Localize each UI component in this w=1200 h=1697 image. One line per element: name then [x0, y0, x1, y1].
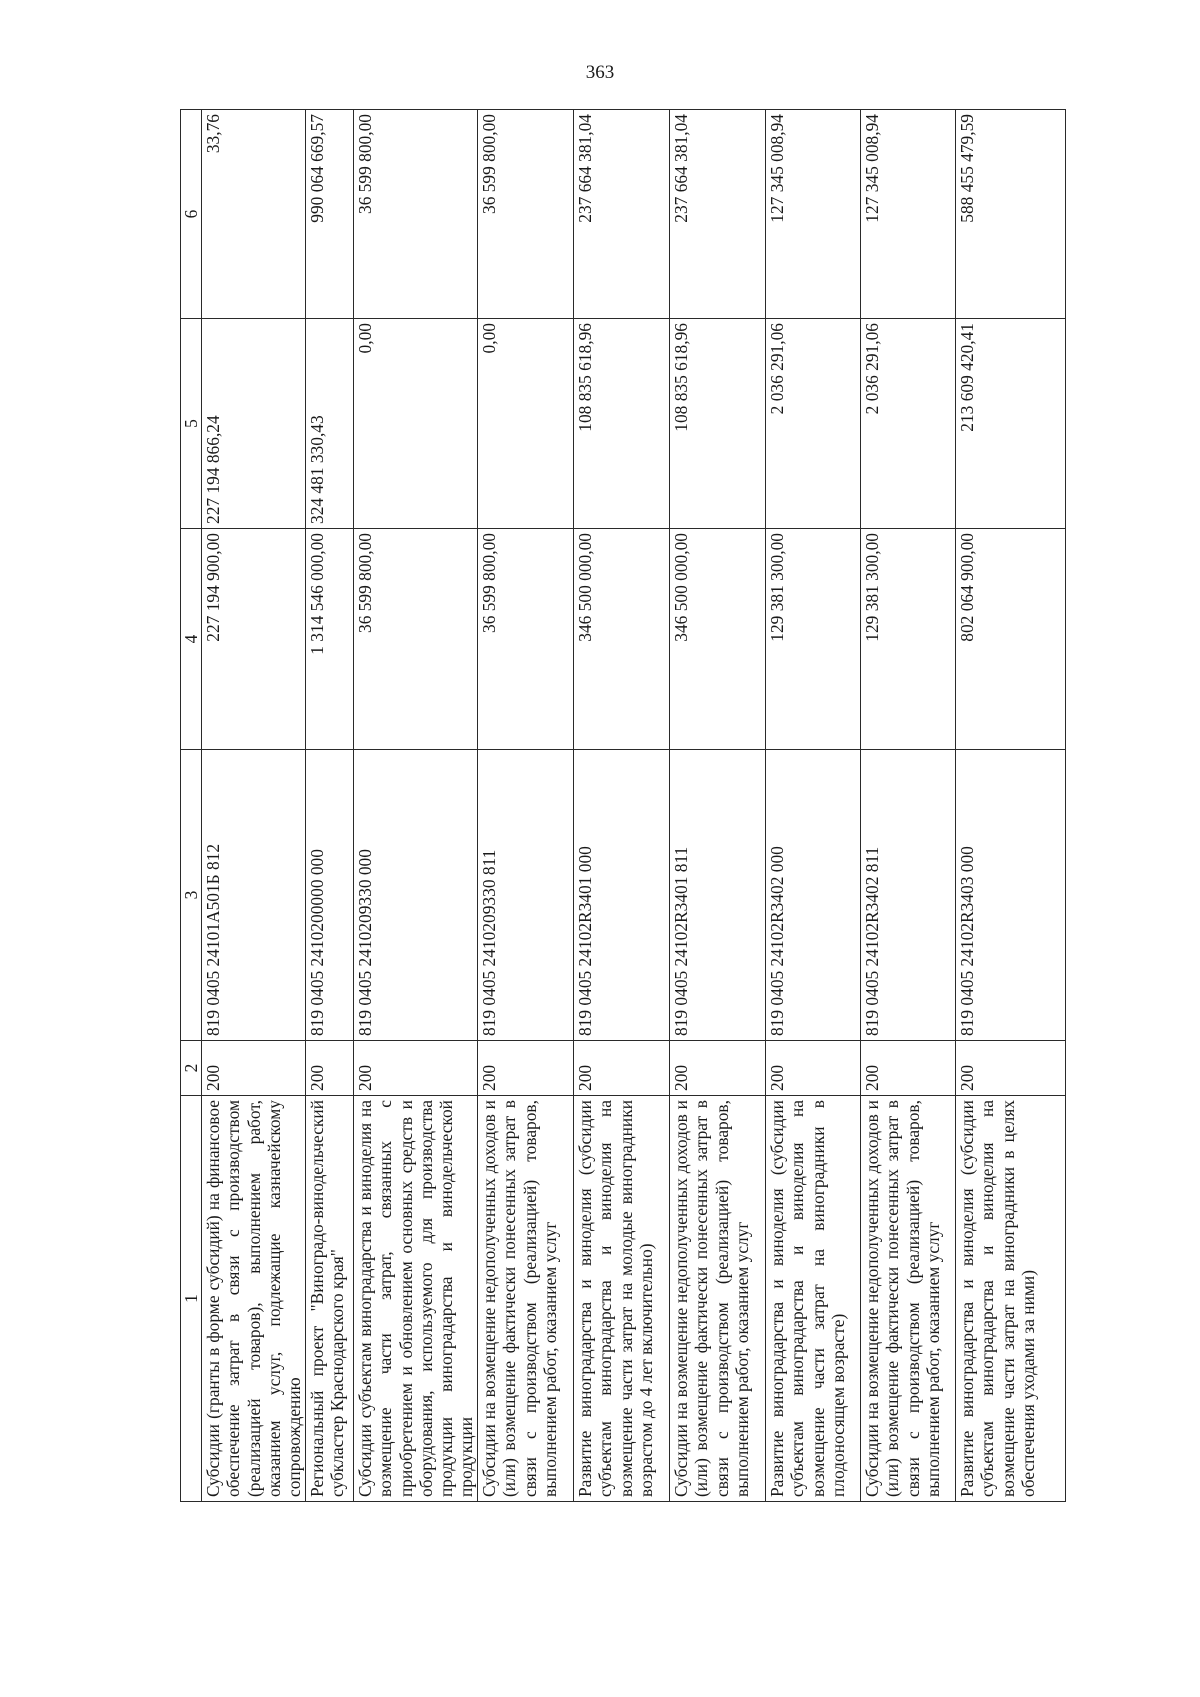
row-kbk: 819 0405 24101А501Б 812: [202, 750, 306, 1041]
row-remainder: 237 664 381,04: [670, 110, 766, 319]
row-plan: 1 314 546 000,00: [306, 529, 354, 750]
row-remainder: 237 664 381,04: [574, 110, 670, 319]
row-fact: 0,00: [478, 319, 574, 529]
row-plan: 802 064 900,00: [956, 529, 1066, 750]
row-name: Субсидии на возмещение недополученных доходов и (или) возмещение фактически понесенных затрат в связи с производством (реализацией) товаров, выполнением работ, оказанием услуг: [670, 1096, 766, 1502]
table-row: [574, 110, 670, 1502]
row-plan: 346 500 000,00: [670, 529, 766, 750]
column-header-3: 3: [181, 750, 202, 1041]
row-kbk: 819 0405 24102R3402 000: [766, 750, 861, 1041]
table-row: [861, 110, 956, 1502]
table-row: [766, 110, 861, 1502]
row-fact: 108 835 618,96: [670, 319, 766, 529]
row-code: 200: [956, 1041, 1066, 1096]
row-fact: 227 194 866,24: [202, 319, 306, 529]
row-remainder: 127 345 008,94: [861, 110, 956, 319]
row-remainder: 36 599 800,00: [478, 110, 574, 319]
row-name: Развитие виноградарства и виноделия (субсидии субъектам виноградарства и виноделия на возмещение части затрат на виноградники в плодоносящем возрасте): [766, 1096, 861, 1502]
row-code: 200: [766, 1041, 861, 1096]
row-remainder: 36 599 800,00: [354, 110, 478, 319]
row-code: 200: [670, 1041, 766, 1096]
row-kbk: 819 0405 2410209330 811: [478, 750, 574, 1041]
row-remainder: 33,76: [202, 110, 306, 319]
row-name: Субсидии (гранты в форме субсидий) на финансовое обеспечение затрат в связи с производством (реализацией товаров), выполнением работ, оказанием услуг, подлежащие казначейскому сопровождению: [202, 1096, 306, 1502]
column-header-6: 6: [181, 110, 202, 319]
row-code: 200: [574, 1041, 670, 1096]
row-code: 200: [478, 1041, 574, 1096]
column-header-4: 4: [181, 529, 202, 750]
row-plan: 36 599 800,00: [354, 529, 478, 750]
row-fact: 2 036 291,06: [861, 319, 956, 529]
row-plan: 346 500 000,00: [574, 529, 670, 750]
budget-execution-table: [180, 109, 1066, 1502]
row-remainder: 127 345 008,94: [766, 110, 861, 319]
rotated-table-container: [180, 110, 1037, 1502]
table-row: [670, 110, 766, 1502]
page-number: 363: [585, 62, 615, 83]
table-row: [354, 110, 478, 1502]
row-code: 200: [354, 1041, 478, 1096]
row-fact: 324 481 330,43: [306, 319, 354, 529]
row-plan: 36 599 800,00: [478, 529, 574, 750]
row-name: Субсидии на возмещение недополученных доходов и (или) возмещение фактически понесенных затрат в связи с производством (реализацией) товаров, выполнением работ, оказанием услуг: [478, 1096, 574, 1502]
row-kbk: 819 0405 24102R3402 811: [861, 750, 956, 1041]
row-name: Развитие виноградарства и виноделия (субсидии субъектам виноградарства и виноделия на возмещение части затрат на виноградники в целях обеспечения уходами за ними): [956, 1096, 1066, 1502]
row-kbk: 819 0405 24102R3401 000: [574, 750, 670, 1041]
table-row: [202, 110, 306, 1502]
column-header-1: 1: [181, 1096, 202, 1502]
row-code: 200: [202, 1041, 306, 1096]
row-fact: 2 036 291,06: [766, 319, 861, 529]
row-kbk: 819 0405 24102R3401 811: [670, 750, 766, 1041]
row-kbk: 819 0405 2410200000 000: [306, 750, 354, 1041]
table-row: [956, 110, 1066, 1502]
row-kbk: 819 0405 2410209330 000: [354, 750, 478, 1041]
row-code: 200: [861, 1041, 956, 1096]
row-name: Развитие виноградарства и виноделия (субсидии субъектам виноградарства и виноделия на возмещение части затрат на молодые виноградники возрастом до 4 лет включительно): [574, 1096, 670, 1502]
table-header-row: [181, 110, 202, 1502]
row-plan: 227 194 900,00: [202, 529, 306, 750]
row-name: Субсидии на возмещение недополученных доходов и (или) возмещение фактически понесенных затрат в связи с производством (реализацией) товаров, выполнением работ, оказанием услуг: [861, 1096, 956, 1502]
table-row: [478, 110, 574, 1502]
row-remainder: 990 064 669,57: [306, 110, 354, 319]
row-plan: 129 381 300,00: [861, 529, 956, 750]
row-kbk: 819 0405 24102R3403 000: [956, 750, 1066, 1041]
column-header-5: 5: [181, 319, 202, 529]
row-code: 200: [306, 1041, 354, 1096]
row-plan: 129 381 300,00: [766, 529, 861, 750]
row-name: Региональный проект "Виноградо-винодельческий субкластер Краснодарского края": [306, 1096, 354, 1502]
row-fact: 0,00: [354, 319, 478, 529]
row-fact: 213 609 420,41: [956, 319, 1066, 529]
row-fact: 108 835 618,96: [574, 319, 670, 529]
row-remainder: 588 455 479,59: [956, 110, 1066, 319]
row-name: Субсидии субъектам виноградарства и виноделия на возмещение части затрат, связанных с приобретением и обновлением основных средств и оборудования, используемого для производства продукции виноградарства и винодельческой продукции: [354, 1096, 478, 1502]
column-header-2: 2: [181, 1041, 202, 1096]
table-row: [306, 110, 354, 1502]
